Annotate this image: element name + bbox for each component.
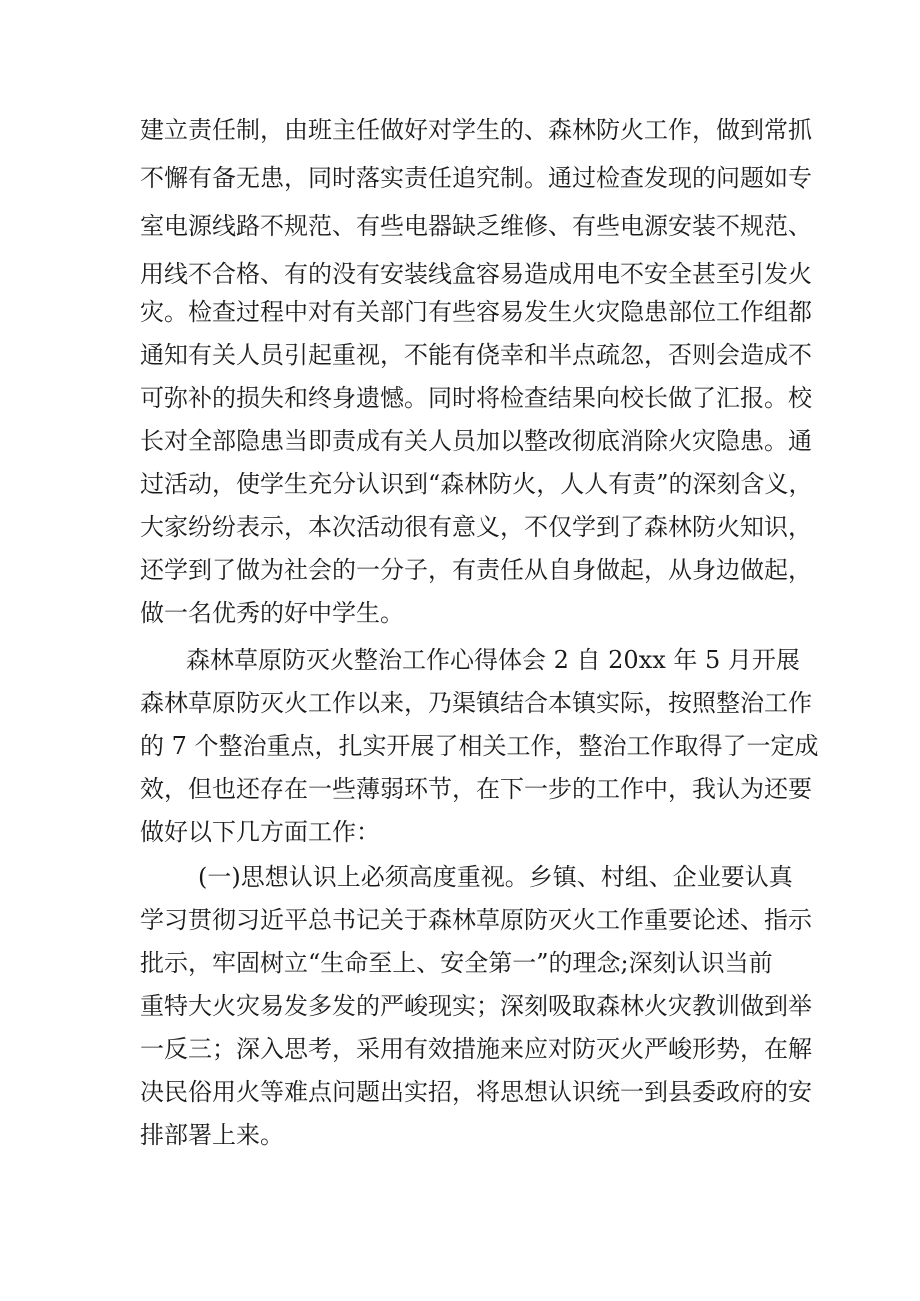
text-line: (一)思想认识上必须高度重视。乡镇、村组、企业要认真 [198,863,793,891]
text-line: 森林草原防灭火整治工作心得体会 2 自 20xx 年 5 月开展 [186,646,800,674]
text-line: 做一名优秀的好中学生。 [140,599,404,627]
text-line: 的 7 个整治重点，扎实开展了相关工作，整治工作取得了一定成 [140,732,819,760]
text-line: 建立责任制，由班主任做好对学生的、森林防火工作，做到常抓 [140,116,812,144]
text-line: 长对全部隐患当即责成有关人员加以整改彻底消除火灾隐患。通 [140,427,812,455]
text-line: 学习贯彻习近平总书记关于森林草原防灭火工作重要论述、指示 [140,906,812,934]
text-line: 通知有关人员引起重视，不能有侥幸和半点疏忽，否则会造成不 [140,341,812,369]
text-line: 做好以下几方面工作： [140,818,380,846]
text-line: 室电源线路不规范、有些电器缺乏维修、有些电源安装不规范、 [140,212,812,240]
text-line: 决民俗用火等难点问题出实招，将思想认识统一到县委政府的安 [140,1078,812,1106]
text-line: 过活动，使学生充分认识到“森林防火，人人有责”的深刻含义， [140,470,813,498]
text-line: 大家纷纷表示，本次活动很有意义，不仅学到了森林防火知识， [140,513,812,541]
text-line: 用线不合格、有的没有安装线盒容易造成用电不安全甚至引发火 [140,260,812,288]
text-line: 不懈有备无患，同时落实责任追究制。通过检查发现的问题如专 [140,164,812,192]
text-line: 效，但也还存在一些薄弱环节，在下一步的工作中，我认为还要 [140,775,812,803]
text-line: 重特大火灾易发多发的严峻现实；深刻吸取森林火灾教训做到举 [140,992,812,1020]
text-line: 批示，牢固树立“生命至上、安全第一”的理念;深刻认识当前 [140,949,773,977]
text-line: 还学到了做为社会的一分子，有责任从自身做起，从身边做起， [140,556,812,584]
text-line: 森林草原防灭火工作以来，乃渠镇结合本镇实际，按照整治工作 [140,689,812,717]
text-line: 一反三；深入思考，采用有效措施来应对防灭火严峻形势，在解 [140,1035,812,1063]
text-line: 灾。检查过程中对有关部门有些容易发生火灾隐患部位工作组都 [140,298,812,326]
text-line: 可弥补的损失和终身遗憾。同时将检查结果向校长做了汇报。校 [140,384,812,412]
text-line: 排部署上来。 [140,1121,284,1149]
